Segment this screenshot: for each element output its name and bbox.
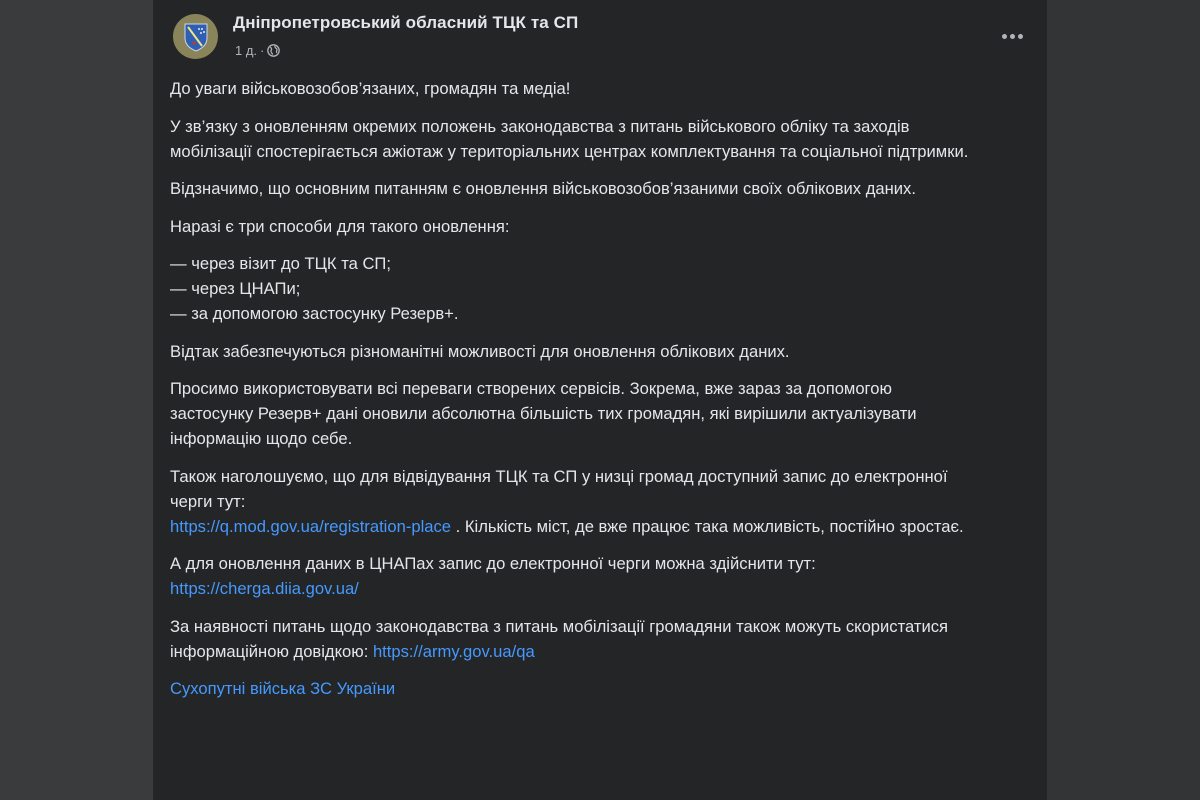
post-paragraph: [170, 614, 970, 664]
post-paragraph: У зв’язку з оновленням окремих положень законодавства з питань військового обліку та заходів мобілізації спостерігається ажіотаж у територіальних центрах комплектування та соціальної підтримки.: [170, 116, 969, 161]
paragraph-text: Також наголошуємо, що для відвідування ТЦК та СП у низці громад доступний запис до електронної черги тут:: [170, 466, 948, 511]
army-qa-link[interactable]: https://army.gov.ua/qa: [372, 641, 535, 661]
globe-icon: [267, 44, 280, 57]
more-options-button[interactable]: [997, 26, 1027, 46]
post-paragraph: До уваги військовозобов’язаних, громадян та медіа!: [170, 79, 571, 98]
post-paragraph: [170, 551, 970, 601]
post-meta: [235, 41, 280, 59]
list-item: — через візит до ТЦК та СП;: [170, 254, 391, 273]
paragraph-text: . Кількість міст, де вже працює така можливість, постійно зростає.: [451, 516, 964, 536]
post-timestamp[interactable]: 1 д.: [235, 42, 258, 58]
post-paragraph: Наразі є три способи для такого оновлення:: [170, 216, 510, 236]
post-paragraph: [170, 464, 970, 539]
list-item: — через ЦНАПи;: [170, 279, 301, 298]
registration-place-link[interactable]: https://q.mod.gov.ua/registration-place: [170, 516, 452, 536]
methods-list: [170, 251, 970, 326]
meta-separator: ·: [260, 42, 265, 58]
more-options-icon-dot: [1010, 34, 1015, 39]
paragraph-text: А для оновлення даних в ЦНАПах запис до електронної черги можна здійснити тут:: [170, 554, 816, 573]
post-paragraph: Відтак забезпечуються різноманітні можливості для оновлення облікових даних.: [170, 341, 790, 361]
more-options-icon: [1002, 34, 1007, 39]
more-options-icon-dot: [1018, 34, 1023, 39]
author-avatar[interactable]: [173, 14, 218, 59]
author-name[interactable]: Дніпропетровський обласний ТЦК та СП: [233, 13, 579, 32]
post-body: [170, 76, 970, 714]
post-paragraph: [170, 676, 970, 701]
coat-of-arms-shield-icon: [183, 22, 209, 52]
paragraph-text: За наявності питань щодо законодавства з питань мобілізації громадяни також можуть скористатися інформаційною довідкою:: [170, 616, 949, 661]
left-background-pane: [0, 0, 153, 800]
tag-link[interactable]: Сухопутні війська ЗС України: [170, 679, 396, 698]
right-background-pane: [1047, 0, 1200, 800]
cherga-diia-link[interactable]: https://cherga.diia.gov.ua/: [170, 579, 359, 598]
post-paragraph: Відзначимо, що основним питанням є оновлення військовозобов’язаними своїх облікових даних.: [170, 179, 916, 198]
post-paragraph: Просимо використовувати всі переваги створених сервісів. Зокрема, вже зараз за допомогою застосунку Резерв+ дані оновили абсолютна більшість тих громадян, які вирішили актуалізувати інформацію щодо себе.: [170, 379, 917, 448]
list-item: — за допомогою застосунку Резерв+.: [170, 304, 459, 323]
